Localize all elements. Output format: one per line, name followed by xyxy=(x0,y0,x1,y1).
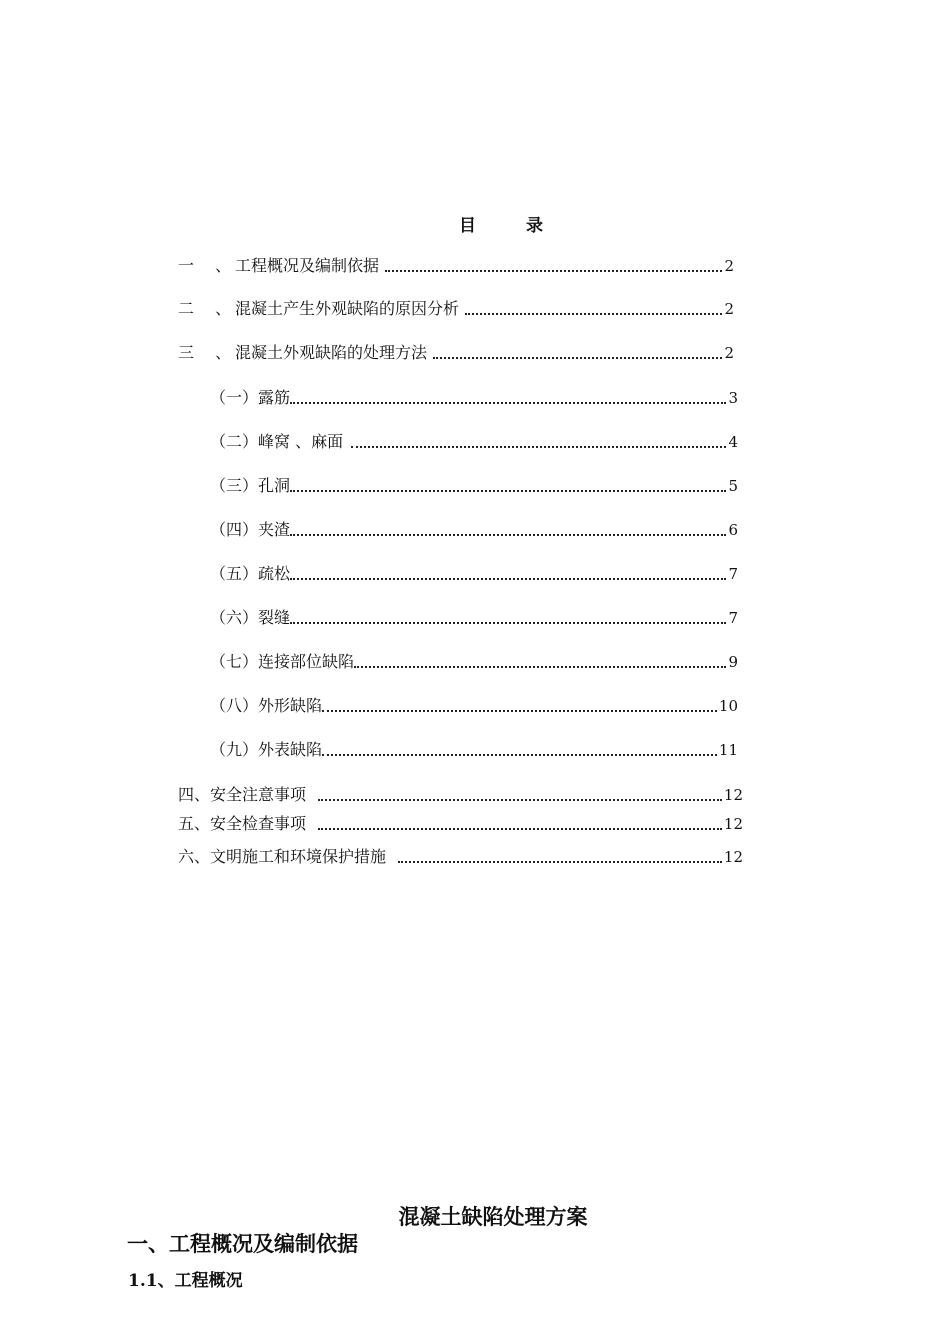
toc-leader-dots xyxy=(433,342,722,364)
toc-entry-label: 四、安全注意事项 xyxy=(178,785,307,804)
toc-entry-page: 6 xyxy=(728,521,738,539)
toc-leader-dots xyxy=(322,739,717,761)
toc-entry[interactable] xyxy=(178,298,734,320)
toc-entry-label: 六、文明施工和环境保护措施 xyxy=(178,847,387,866)
toc-entry-page: 4 xyxy=(728,433,738,451)
toc-entry-page: 12 xyxy=(723,815,743,833)
toc-leader-dots xyxy=(290,519,726,541)
toc-entry-prefix: 三 、 xyxy=(178,343,240,362)
toc-entry[interactable] xyxy=(178,784,743,806)
toc-leader-dots xyxy=(465,298,722,320)
toc-entry[interactable] xyxy=(178,342,734,364)
toc-entry-page: 7 xyxy=(728,609,738,627)
toc-leader-dots xyxy=(322,695,717,717)
subsection-heading: 1.1、工程概况 xyxy=(128,1271,243,1291)
toc-entry-page: 12 xyxy=(723,786,743,804)
toc-entry-label: （七）连接部位缺陷 xyxy=(210,652,355,671)
toc-title-right: 录 xyxy=(526,216,543,236)
toc-leader-dots xyxy=(385,255,722,277)
toc-entry-label: 五、安全检查事项 xyxy=(178,814,307,833)
toc-entry-label: （二）峰窝 、麻面 xyxy=(210,432,344,451)
toc-entry[interactable] xyxy=(210,651,738,673)
toc-entry-page: 12 xyxy=(723,848,743,866)
toc-entry-label: 混凝土外观缺陷的处理方法 xyxy=(235,343,428,362)
toc-entry-label: （八）外形缺陷 xyxy=(210,696,323,715)
toc-leader-dots xyxy=(290,475,726,497)
toc-entry[interactable] xyxy=(210,607,738,629)
toc-entry-label: 混凝土产生外观缺陷的原因分析 xyxy=(235,299,460,318)
toc-entry[interactable] xyxy=(210,519,738,541)
document-title-text: 混凝土缺陷处理方案 xyxy=(398,1204,588,1229)
toc-entry-page: 5 xyxy=(728,477,738,495)
section-heading: 一、工程概况及编制依据 xyxy=(127,1231,358,1256)
toc-entry-label: （一）露筋 xyxy=(210,388,291,407)
toc-entry[interactable] xyxy=(210,431,738,453)
toc-entry[interactable] xyxy=(210,563,738,585)
toc-entry-page: 2 xyxy=(724,300,734,318)
toc-entry[interactable] xyxy=(210,739,738,761)
toc-entry-page: 11 xyxy=(718,741,738,759)
toc-entry-label: （六）裂缝 xyxy=(210,608,291,627)
toc-entry-page: 3 xyxy=(728,389,738,407)
toc-entry[interactable] xyxy=(178,255,734,277)
toc-leader-dots xyxy=(318,784,722,806)
toc-entry[interactable] xyxy=(210,387,738,409)
toc-entry-label: 工程概况及编制依据 xyxy=(235,256,380,275)
toc-title xyxy=(459,211,543,236)
toc-leader-dots xyxy=(290,607,726,629)
toc-entry-label: （五）疏松 xyxy=(210,564,291,583)
toc-leader-dots xyxy=(290,563,726,585)
toc-leader-dots xyxy=(398,846,722,868)
toc-entry-page: 9 xyxy=(728,653,738,671)
toc-entry-prefix: 二 、 xyxy=(178,299,240,318)
toc-entry[interactable] xyxy=(178,846,743,868)
toc-entry-page: 10 xyxy=(718,697,738,715)
toc-entry-prefix: 一 、 xyxy=(178,256,240,275)
toc-entry-page: 2 xyxy=(724,344,734,362)
toc-leader-dots xyxy=(354,651,726,673)
toc-entry-label: （三）孔洞 xyxy=(210,476,291,495)
toc-leader-dots xyxy=(351,431,726,453)
toc-title-left: 目 xyxy=(459,216,476,236)
toc-entry[interactable] xyxy=(178,813,743,835)
toc-entry-page: 7 xyxy=(728,565,738,583)
toc-entry[interactable] xyxy=(210,695,738,717)
toc-entry[interactable] xyxy=(210,475,738,497)
toc-leader-dots xyxy=(318,813,722,835)
document-title xyxy=(0,1201,950,1231)
toc-entry-label: （九）外表缺陷 xyxy=(210,740,323,759)
toc-entry-page: 2 xyxy=(724,257,734,275)
toc-entry-label: （四）夹渣 xyxy=(210,520,291,539)
toc-leader-dots xyxy=(290,387,726,409)
